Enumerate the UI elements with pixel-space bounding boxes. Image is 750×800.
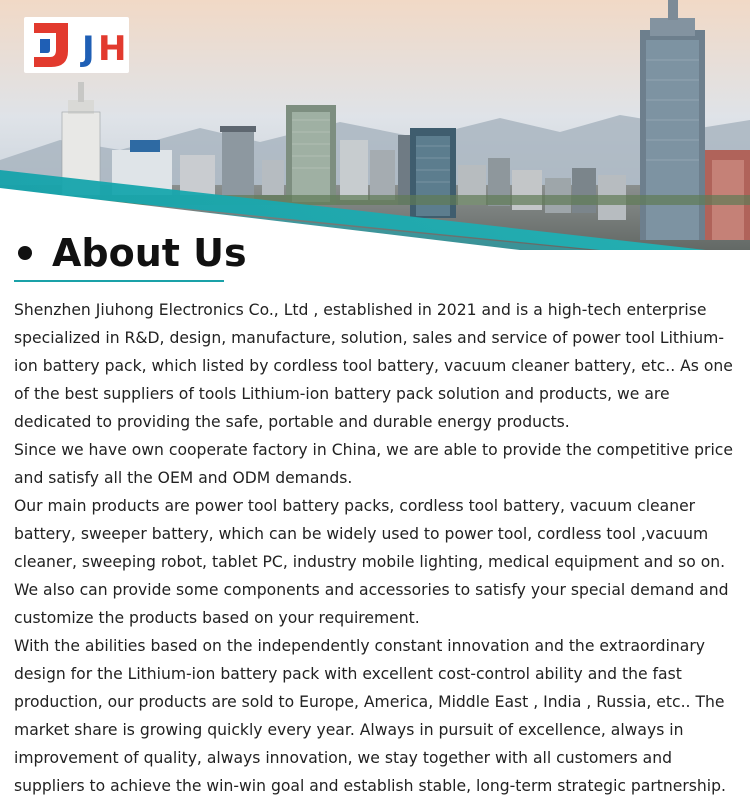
paragraph-abilities: With the abilities based on the independently constant innovation and the extraordinary design for the Lithium-ion battery pack with excellent cost-control ability and the fast production, our products are sold to Europe, America, Middle East , India , Russia, etc.. The market share is growing quickly every year. Always in pursuit of excellence, always in improvement of quality, always innovation, we stay together with all customers and suppliers to achieve the win-win goal and establish stable, long-term strategic partnership. [14, 637, 726, 795]
about-body [14, 296, 742, 800]
svg-text:H: H [98, 29, 127, 69]
bullet-dot [18, 246, 32, 260]
section-heading [12, 225, 247, 281]
paragraph-factory: Since we have own cooperate factory in China, we are able to provide the competitive price and satisfy all the OEM and ODM demands. [14, 441, 733, 487]
logo-j-mark [34, 23, 68, 67]
paragraph-products: Our main products are power tool battery packs, cordless tool battery, vacuum cleaner battery, sweeper battery, which can be widely used to power tool, cordless tool ,vacuum cleaner, sweeping robot, tablet PC, industry mobile lighting, medical equipment and so on. We also can provide some components and accessories to satisfy your special demand and customize the products based on your requirement. [14, 497, 729, 627]
paragraph-intro: Shenzhen Jiuhong Electronics Co., Ltd , established in 2021 and is a high-tech enterprise specialized in R&D, design, manufacture, solution, sales and service of power tool Lithium-ion battery pack, which listed by cordless tool battery, vacuum cleaner battery, etc.. As one of the best suppliers of tools Lithium-ion battery pack solution and products, we are dedicated to providing the safe, portable and durable energy products. [14, 301, 733, 431]
logo-text: J [82, 29, 95, 69]
heading-underline [14, 280, 224, 282]
section-title: About Us [52, 231, 247, 275]
company-logo[interactable] [24, 17, 129, 73]
